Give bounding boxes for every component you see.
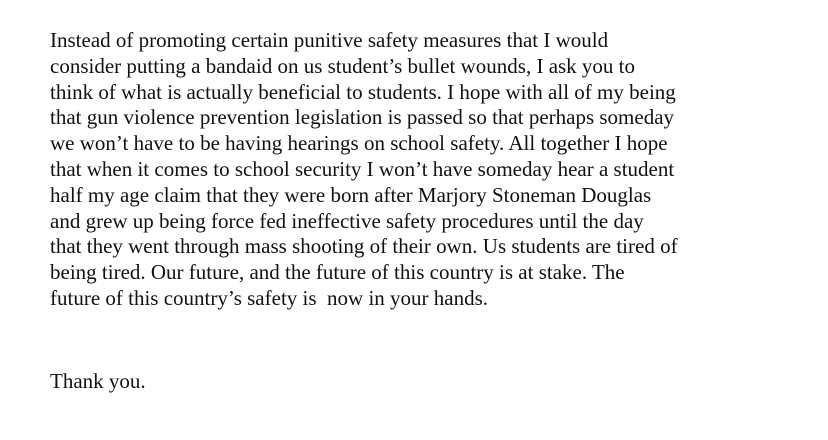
body-line: that they went through mass shooting of their own. Us students are tired of bbox=[50, 234, 678, 259]
body-line: half my age claim that they were born after Marjory Stoneman Douglas bbox=[50, 182, 652, 207]
body-line: Instead of promoting certain punitive safety measures that I would bbox=[50, 28, 609, 52]
body-line: we won’t have to be having hearings on school safety. All together I hope bbox=[50, 131, 668, 156]
closing-line: Thank you. bbox=[50, 369, 146, 393]
body-line: that when it comes to school security I won’t have someday hear a student bbox=[50, 156, 675, 181]
body-line: think of what is actually beneficial to students. I hope with all of my being bbox=[50, 79, 676, 104]
body-paragraph bbox=[50, 28, 820, 312]
body-line: and grew up being force fed ineffective safety procedures until the day bbox=[50, 208, 644, 233]
body-line: consider putting a bandaid on us student’s bullet wounds, I ask you to bbox=[50, 53, 636, 78]
body-line: being tired. Our future, and the future of this country is at stake. The bbox=[50, 260, 625, 285]
body-line: future of this country’s safety is now in your hands. bbox=[50, 285, 489, 310]
body-line: that gun violence prevention legislation is passed so that perhaps someday bbox=[50, 105, 675, 130]
